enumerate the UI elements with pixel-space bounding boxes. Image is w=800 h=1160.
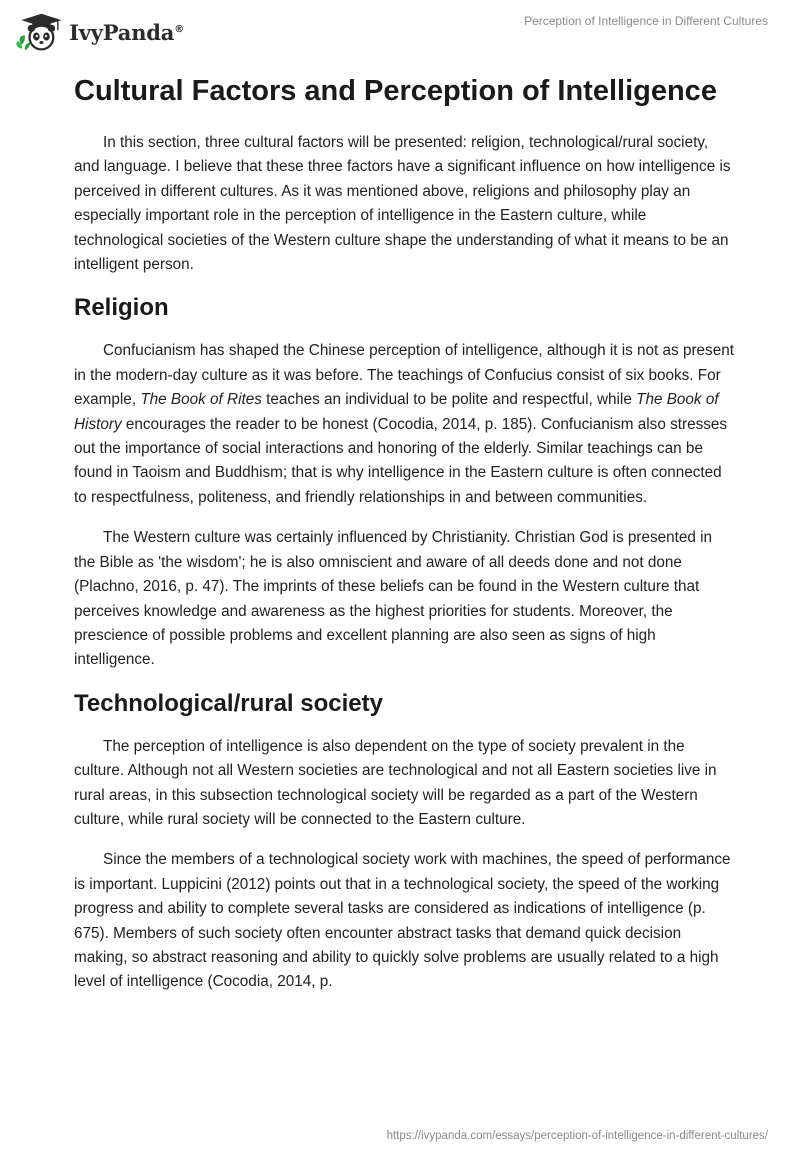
panda-logo-icon <box>14 10 65 54</box>
book-title-history: The Book of History <box>74 391 719 433</box>
section-title: Cultural Factors and Perception of Intelligence <box>74 75 717 107</box>
article-body <box>74 70 734 995</box>
ivypanda-logo[interactable] <box>14 10 184 54</box>
page-header <box>0 0 800 64</box>
religion-paragraph-2: The Western culture was certainly influenced by Christianity. Christian God is presented in the Bible as 'the wisdom'; he is also omniscient and aware of all deeds done and not done (Plachno, 2016, p. 47). The imprints of these beliefs can be found in the Western culture that perceives knowledge and awareness as the highest priorities for students. Moreover, the prescience of possible problems and excellent planning are also seen as signs of high intelligence. <box>74 529 713 669</box>
tech-paragraph-1: The perception of intelligence is also dependent on the type of society prevalent in the culture. Although not all Western societies are technological and not all Eastern societies live in rural areas, in this subsection technological society will be regarded as a part of the Western culture, while rural society will be connected to the Eastern culture. <box>74 737 717 828</box>
registered-mark: ® <box>174 23 184 35</box>
book-title-rites: The Book of Rites <box>140 391 262 409</box>
tech-paragraph-2: Since the members of a technological society work with machines, the speed of performance is important. Luppicini (2012) points out that in a technological society, the speed of the working progress and ability to complete several tasks are considered as indications of intelligence (p. 675). Members of such society often encounter abstract tasks that demand quick decision making, so abstract reasoning and ability to quickly solve problems are usually related to a high level of intelligence (Cocodia, 2014, p. <box>74 851 731 991</box>
tech-society-heading: Technological/rural society <box>74 689 383 717</box>
religion-heading: Religion <box>74 294 169 322</box>
logo-wordmark: IvyPanda® <box>69 19 184 45</box>
religion-paragraph-1: Confucianism has shaped the Chinese perception of intelligence, although it is not as present in the modern-day culture as it was before. The teachings of Confucius consist of six books. For example, The Book of Rites teaches an individual to be polite and respectful, while The Book of History encourages the reader to be honest (Cocodia, 2014, p. 185). Confucianism also stresses out the importance of social interactions and honoring of the elderly. Similar teachings can be found in Taoism and Buddhism; that is why intelligence in the Eastern culture is often connected to respectfulness, politeness, and friendly relationships in and between communities. <box>74 342 734 506</box>
running-title: Perception of Intelligence in Different Cultures <box>524 14 768 28</box>
source-url[interactable]: https://ivypanda.com/essays/perception-of-intelligence-in-different-cultures/ <box>386 1130 768 1142</box>
intro-paragraph: In this section, three cultural factors will be presented: religion, technological/rural society, and language. I believe that these three factors have a significant influence on how intelligence is perceived in different cultures. As it was mentioned above, religions and philosophy play an especially important role in the perception of intelligence in the Eastern culture, while technological societies of the Western culture shape the understanding of what it means to be an intelligent person. <box>74 134 731 274</box>
